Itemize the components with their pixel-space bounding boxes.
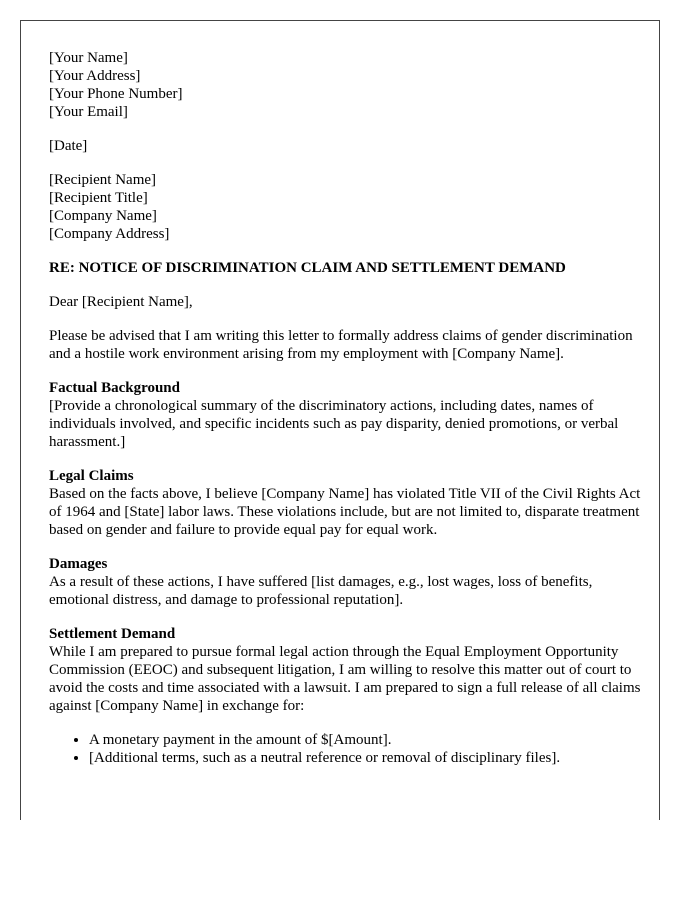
section-heading: Factual Background bbox=[49, 380, 180, 396]
recipient-title: [Recipient Title] bbox=[49, 190, 148, 206]
sender-name: [Your Name] bbox=[49, 50, 128, 66]
salutation: Dear [Recipient Name], bbox=[49, 294, 193, 310]
recipient-block bbox=[49, 171, 641, 243]
list-item: • A monetary payment in the amount of $[Amount]. bbox=[89, 731, 641, 749]
section-settlement-demand bbox=[49, 625, 641, 715]
subject-line: RE: NOTICE OF DISCRIMINATION CLAIM AND SETTLEMENT DEMAND bbox=[49, 260, 566, 276]
section-heading: Damages bbox=[49, 556, 108, 572]
letter-date: [Date] bbox=[49, 138, 88, 154]
section-factual-background bbox=[49, 379, 641, 451]
demands-list bbox=[49, 731, 641, 767]
section-body: While I am prepared to pursue formal legal action through the Equal Employment Opportunity Commission (EEOC) and subsequent litigation, I am willing to resolve this matter out of court to avoid the costs and time associated with a lawsuit. I am prepared to sign a full release of all claims against [Company Name] in exchange for: bbox=[49, 644, 641, 714]
section-body: [Provide a chronological summary of the discriminatory actions, including dates, names of individuals involved, and specific incidents such as pay disparity, denied promotions, or verbal harassment.] bbox=[49, 398, 619, 450]
recipient-name: [Recipient Name] bbox=[49, 172, 157, 188]
section-body: Based on the facts above, I believe [Company Name] has violated Title VII of the Civil Rights Act of 1964 and [State] labor laws. These violations include, but are not limited to, disparate treatment based on gender and failure to provide equal pay for equal work. bbox=[49, 486, 641, 538]
recipient-address: [Company Address] bbox=[49, 226, 170, 242]
sender-block bbox=[49, 49, 641, 121]
date-block bbox=[49, 137, 641, 155]
letter-page bbox=[20, 20, 660, 820]
intro-paragraph: Please be advised that I am writing this letter to formally address claims of gender discrimination and a hostile work environment arising from my employment with [Company Name]. bbox=[49, 328, 633, 362]
section-heading: Legal Claims bbox=[49, 468, 134, 484]
sender-phone: [Your Phone Number] bbox=[49, 86, 183, 102]
section-legal-claims bbox=[49, 467, 641, 539]
sender-address: [Your Address] bbox=[49, 68, 141, 84]
section-damages bbox=[49, 555, 641, 609]
section-heading: Settlement Demand bbox=[49, 626, 176, 642]
letter-content bbox=[49, 49, 641, 767]
list-item: • [Additional terms, such as a neutral reference or removal of disciplinary files]. bbox=[89, 749, 641, 767]
recipient-company: [Company Name] bbox=[49, 208, 157, 224]
section-body: As a result of these actions, I have suffered [list damages, e.g., lost wages, loss of benefits, emotional distress, and damage to professional reputation]. bbox=[49, 574, 593, 608]
sender-email: [Your Email] bbox=[49, 104, 128, 120]
